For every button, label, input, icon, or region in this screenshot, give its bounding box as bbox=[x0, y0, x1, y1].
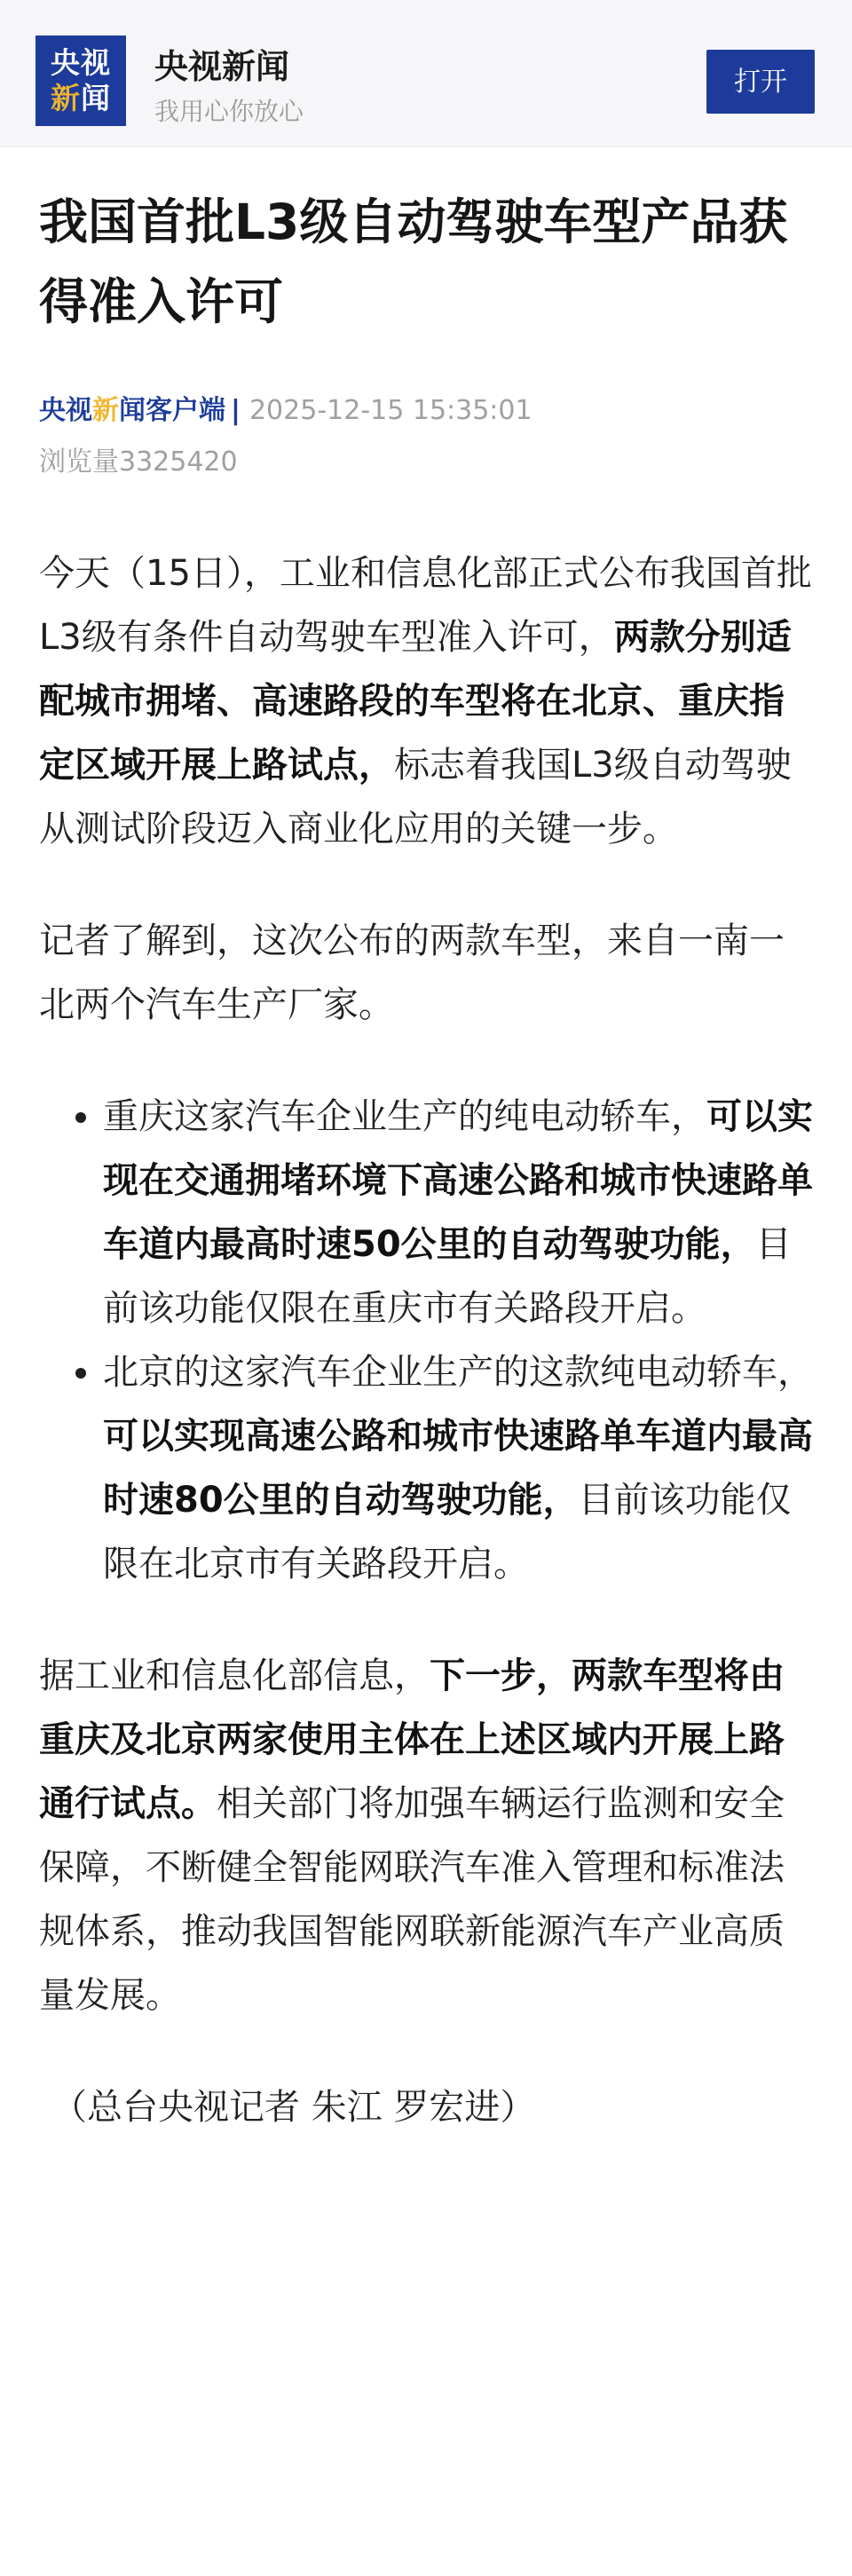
li2-bold: 可以实现高速公路和城市快速路单车道内最高时速80公里的自动驾驶功能， bbox=[103, 1416, 813, 1521]
logo-line-1: 央视 bbox=[51, 45, 111, 80]
paragraph-2: 记者了解到，这次公布的两款车型，来自一南一北两个汽车生产厂家。 bbox=[39, 921, 785, 1025]
app-download-banner bbox=[0, 0, 852, 147]
reporter-credit: （总台央视记者 朱江 罗宏进） bbox=[51, 2087, 536, 2128]
article-meta bbox=[39, 391, 532, 431]
publish-datetime: 2025-12-15 15:35:01 bbox=[248, 395, 532, 426]
paragraph-1 bbox=[39, 541, 816, 861]
p3-bold: 下一步，两款车型将由重庆及北京两家使用主体在上述区域内开展上路通行试点。 bbox=[39, 1655, 785, 1824]
logo-line-2 bbox=[51, 81, 111, 116]
paragraph-3 bbox=[39, 1644, 816, 2027]
cctv-news-logo bbox=[36, 36, 126, 126]
view-count: 浏览量3325420 bbox=[39, 446, 238, 478]
p1-text-a: 今天（15日），工业和信息化部正式公布我国首批L3级有条件自动驾驶车型准入许可， bbox=[39, 553, 812, 658]
p3-text-c: 相关部门将加强车辆运行监测和安全保障，不断健全智能网联汽车准入管理和标准法规体系，推动我国智能网联新能源汽车产业高质量发展。 bbox=[39, 1783, 785, 2016]
p3-text-a: 据工业和信息化部信息， bbox=[39, 1655, 430, 1696]
article-source[interactable] bbox=[39, 395, 225, 426]
li1-text-c: 目前该功能仅限在重庆市有关路段开启。 bbox=[103, 1224, 792, 1329]
li1-text-a: 重庆这家汽车企业生产的纯电动轿车， bbox=[103, 1096, 706, 1137]
meta-separator: | bbox=[231, 395, 241, 426]
source-part-1: 央视 bbox=[39, 395, 92, 426]
article-body bbox=[39, 541, 816, 2139]
li2-text-a: 北京的这家汽车企业生产的这款纯电动轿车， bbox=[103, 1352, 813, 1393]
p1-bold: 两款分别适配城市拥堵、高速路段的车型将在北京、重庆指定区域开展上路试点， bbox=[39, 617, 792, 786]
logo-char-wen: 闻 bbox=[81, 81, 111, 115]
vehicle-list bbox=[39, 1085, 816, 1596]
list-item-chongqing bbox=[103, 1085, 816, 1340]
app-name: 央视新闻 bbox=[154, 47, 290, 86]
open-app-button[interactable]: 打开 bbox=[706, 50, 815, 114]
article-title: 我国首批L3级自动驾驶车型产品获得准入许可 bbox=[39, 194, 788, 330]
app-slogan: 我用心你放心 bbox=[154, 97, 304, 126]
li1-bold: 可以实现在交通拥堵环境下高速公路和城市快速路单车道内最高时速50公里的自动驾驶功能， bbox=[103, 1096, 813, 1265]
source-part-3: 闻客户端 bbox=[119, 395, 225, 426]
list-item-beijing bbox=[103, 1340, 816, 1596]
p1-text-c: 标志着我国L3级自动驾驶从测试阶段迈入商业化应用的关键一步。 bbox=[39, 745, 792, 849]
li2-text-c: 目前该功能仅限在北京市有关路段开启。 bbox=[103, 1480, 792, 1584]
logo-char-xin: 新 bbox=[51, 81, 81, 115]
source-part-2: 新 bbox=[92, 395, 119, 426]
